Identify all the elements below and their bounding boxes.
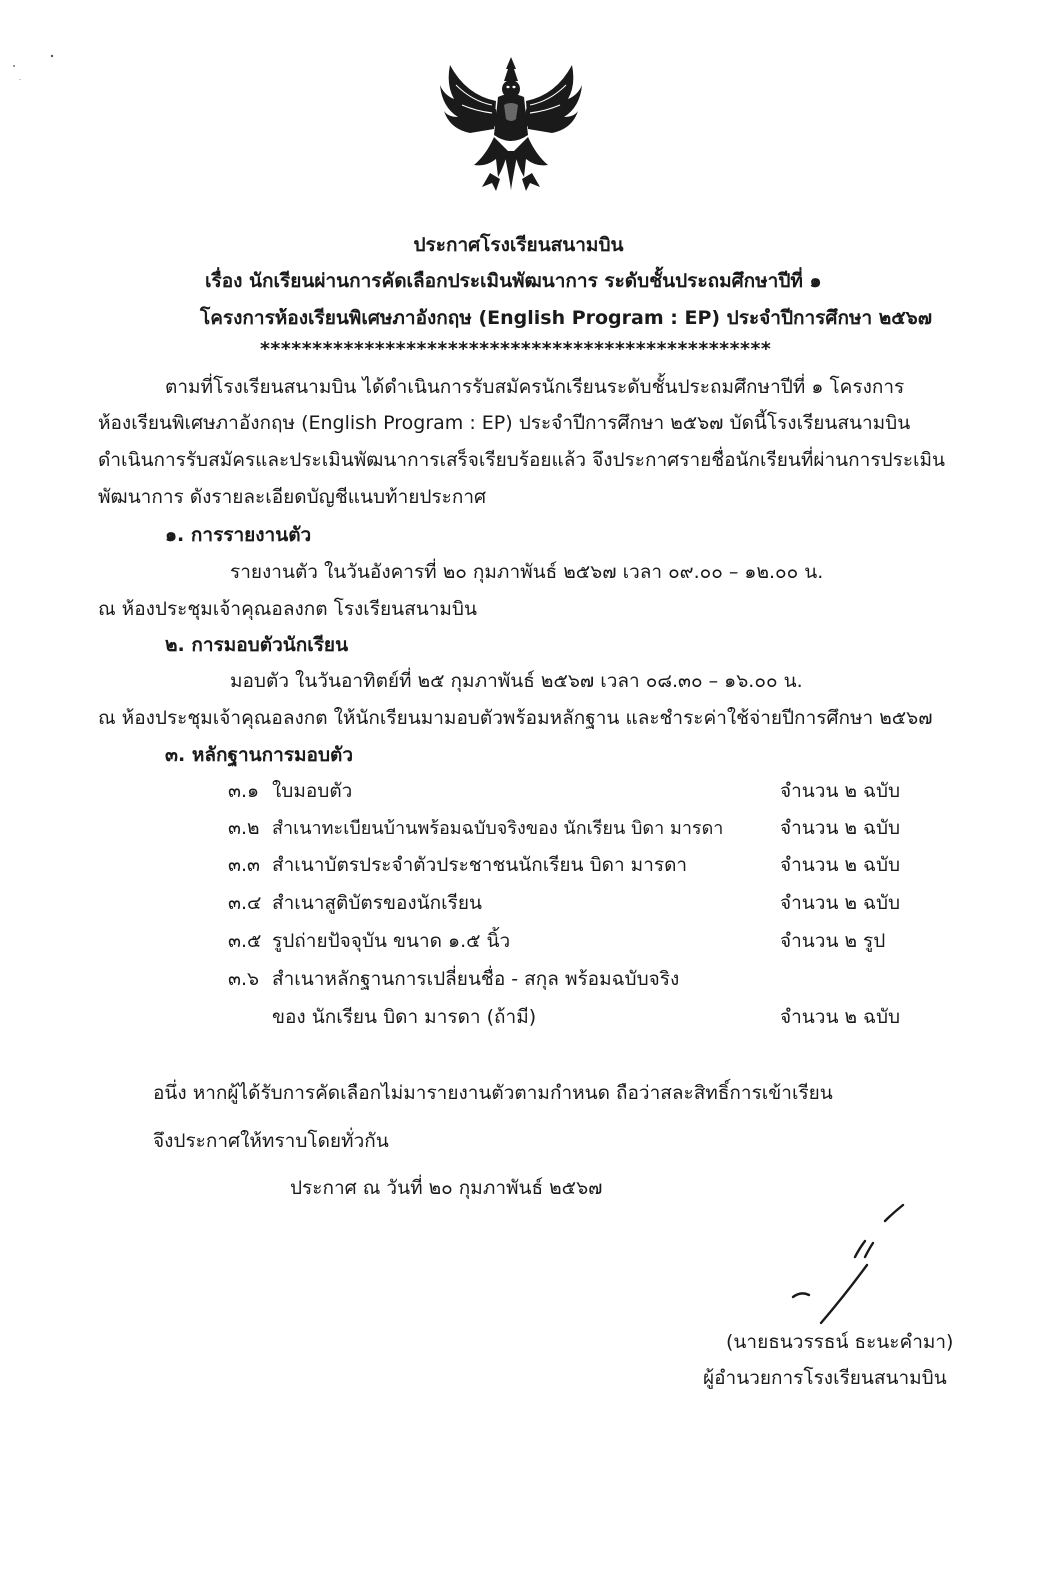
evidence-text: ใบมอบตัว: [272, 780, 353, 802]
evidence-number: ๓.๒: [228, 817, 260, 839]
evidence-number: ๓.๖: [228, 968, 260, 990]
section1-line-1: รายงานตัว ในวันอังคารที่ ๒๐ กุมภาพันธ์ ๒๕๖๗ เวลา ๐๙.๐๐ – ๑๒.๐๐ น.: [230, 561, 824, 583]
evidence-quantity: จำนวน ๒ ฉบับ: [780, 780, 901, 802]
evidence-text: สำเนาบัตรประจำตัวประชาชนนักเรียน บิดา มารดา: [272, 854, 688, 876]
section2-heading: ๒. การมอบตัวนักเรียน: [165, 634, 349, 656]
evidence-quantity: จำนวน ๒ ฉบับ: [780, 854, 901, 876]
evidence-text: สำเนาทะเบียนบ้านพร้อมฉบับจริงของ นักเรียน บิดา มารดา: [272, 818, 724, 839]
announcement-date: ประกาศ ณ วันที่ ๒๐ กุมภาพันธ์ ๒๕๖๗: [290, 1177, 603, 1199]
subject-line-1: เรื่อง นักเรียนผ่านการคัดเลือกประเมินพัฒนาการ ระดับชั้นประถมศึกษาปีที่ ๑: [205, 270, 822, 292]
evidence-quantity: จำนวน ๒ ฉบับ: [780, 817, 901, 839]
evidence-number: ๓.๔: [228, 892, 262, 914]
evidence-quantity: จำนวน ๒ ฉบับ: [780, 1006, 901, 1028]
section2-line-1: มอบตัว ในวันอาทิตย์ที่ ๒๕ กุมภาพันธ์ ๒๕๖๗ เวลา ๐๘.๓๐ – ๑๖.๐๐ น.: [230, 670, 803, 692]
evidence-quantity: จำนวน ๒ ฉบับ: [780, 892, 901, 914]
garuda-emblem-icon: [436, 55, 586, 195]
evidence-number: ๓.๓: [228, 854, 261, 876]
handwritten-signature: [785, 1195, 925, 1325]
intro-line-4: พัฒนาการ ดังรายละเอียดบัญชีแนบท้ายประกาศ: [98, 486, 487, 508]
intro-line-1: ตามที่โรงเรียนสนามบิน ได้ดำเนินการรับสมัครนักเรียนระดับชั้นประถมศึกษาปีที่ ๑ โครงการ: [165, 376, 905, 398]
intro-line-2: ห้องเรียนพิเศษภาอังกฤษ (English Program : EP) ประจำปีการศึกษา ๒๕๖๗ บัดนี้โรงเรียนสนามบิน: [98, 412, 911, 434]
separator-line: *************************************************: [260, 338, 772, 360]
announcement-title: ประกาศโรงเรียนสนามบิน: [413, 234, 624, 256]
evidence-text: รูปถ่ายปัจจุบัน ขนาด ๑.๕ นิ้ว: [272, 930, 511, 952]
section2-line-2: ณ ห้องประชุมเจ้าคุณอลงกต ให้นักเรียนมามอบตัวพร้อมหลักฐาน และชำระค่าใช้จ่ายปีการศึกษา ๒๕๖๗: [98, 707, 933, 729]
evidence-number: ๓.๑: [228, 780, 260, 802]
subject-line-2: โครงการห้องเรียนพิเศษภาอังกฤษ (English Program : EP) ประจำปีการศึกษา ๒๕๖๗: [200, 307, 933, 329]
scan-specks: [0, 0, 80, 80]
section3-heading: ๓. หลักฐานการมอบตัว: [165, 744, 354, 766]
intro-line-3: ดำเนินการรับสมัครและประเมินพัฒนาการเสร็จเรียบร้อยแล้ว จึงประกาศรายชื่อนักเรียนที่ผ่านการประเมิน: [98, 449, 946, 471]
evidence-text: สำเนาหลักฐานการเปลี่ยนชื่อ - สกุล พร้อมฉบับจริง: [272, 968, 680, 990]
section1-line-2: ณ ห้องประชุมเจ้าคุณอลงกต โรงเรียนสนามบิน: [98, 598, 477, 620]
signatory-name: (นายธนวรรธน์ ธะนะคำมา): [726, 1331, 954, 1353]
evidence-quantity: จำนวน ๒ รูป: [780, 930, 886, 952]
closing-announce: จึงประกาศให้ทราบโดยทั่วกัน: [153, 1130, 389, 1152]
evidence-text: ของ นักเรียน บิดา มารดา (ถ้ามี): [272, 1006, 537, 1028]
evidence-number: ๓.๕: [228, 930, 262, 952]
signatory-position: ผู้อำนวยการโรงเรียนสนามบิน: [703, 1367, 947, 1389]
evidence-text: สำเนาสูติบัตรของนักเรียน: [272, 892, 482, 914]
section1-heading: ๑. การรายงานตัว: [165, 524, 312, 546]
closing-note: อนึ่ง หากผู้ได้รับการคัดเลือกไม่มารายงานตัวตามกำหนด ถือว่าสละสิทธิ์การเข้าเรียน: [153, 1082, 833, 1104]
